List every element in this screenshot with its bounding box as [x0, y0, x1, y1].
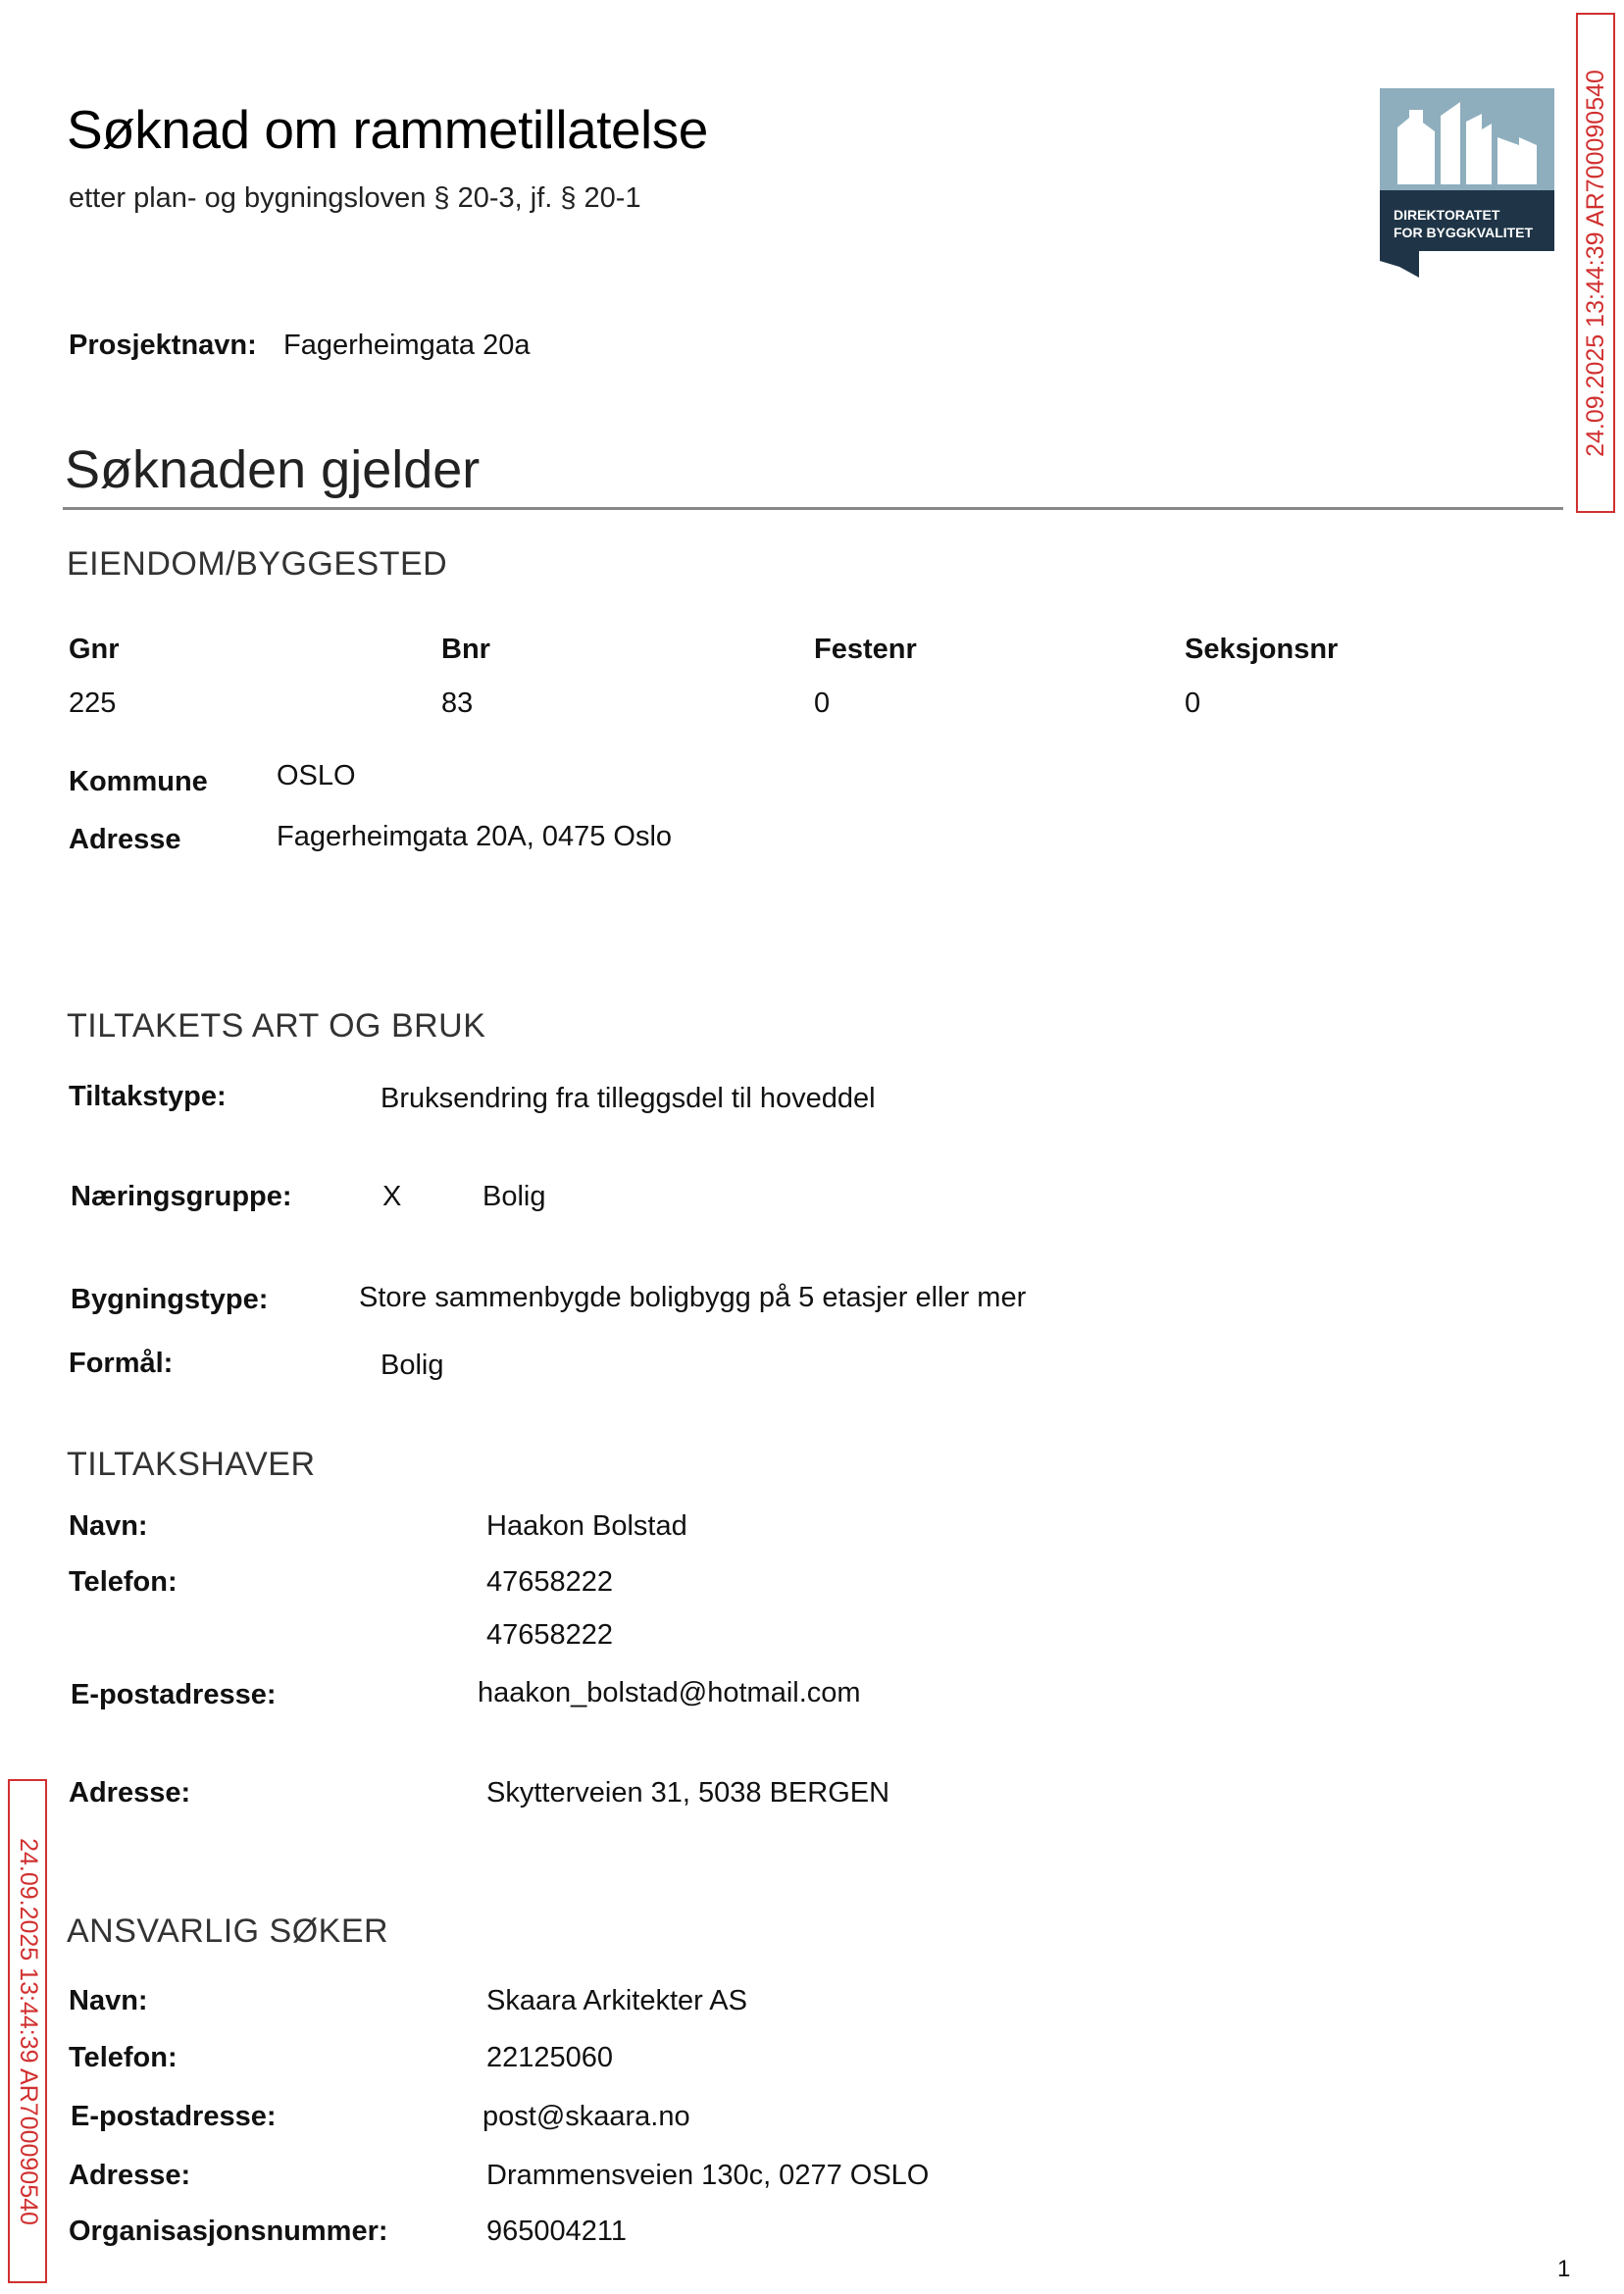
section-title: Søknaden gjelder [65, 440, 481, 499]
tiltakstype-label: Tiltakstype: [69, 1081, 227, 1112]
soker-adresse-label: Adresse: [69, 2160, 191, 2191]
tiltakshaver-epost-label: E-postadresse: [71, 1679, 277, 1710]
seksjonsnr-value: 0 [1185, 688, 1201, 719]
dibk-logo [1380, 88, 1554, 278]
document-subtitle: etter plan- og bygningsloven § 20-3, jf. § 20-1 [69, 182, 641, 214]
soker-adresse-value: Drammensveien 130c, 0277 OSLO [486, 2160, 930, 2191]
property-heading: EIENDOM/BYGGESTED [67, 545, 448, 583]
soker-telefon-value: 22125060 [486, 2042, 614, 2073]
soker-telefon-label: Telefon: [69, 2042, 178, 2073]
gnr-value: 225 [69, 688, 117, 719]
tiltakshaver-adresse-value: Skytterveien 31, 5038 BERGEN [486, 1777, 890, 1809]
project-name-value: Fagerheimgata 20a [283, 330, 531, 361]
tiltakshaver-telefon-value: 47658222 [486, 1566, 614, 1598]
bnr-label: Bnr [441, 634, 490, 665]
tiltak-heading: TILTAKETS ART OG BRUK [67, 1007, 486, 1045]
building-logo-icon [1380, 88, 1554, 278]
tiltakshaver-telefon-value-2: 47658222 [486, 1619, 614, 1651]
soker-epost-label: E-postadresse: [71, 2101, 277, 2132]
received-stamp-bottom: 24.09.2025 13:44:39 AR700090540 [8, 1779, 47, 2283]
naeringsgruppe-value: Bolig [482, 1181, 546, 1212]
tiltakshaver-epost-value: haakon_bolstad@hotmail.com [478, 1677, 861, 1708]
adresse-value: Fagerheimgata 20A, 0475 Oslo [277, 821, 673, 852]
formal-value: Bolig [381, 1350, 444, 1381]
tiltakshaver-telefon-label: Telefon: [69, 1566, 178, 1598]
bygningstype-label: Bygningstype: [71, 1284, 269, 1315]
seksjonsnr-label: Seksjonsnr [1185, 634, 1339, 665]
svg-text:DIREKTORATET: DIREKTORATET [1394, 207, 1500, 223]
kommune-value: OSLO [277, 760, 356, 791]
page-number: 1 [1557, 2256, 1571, 2282]
soker-orgnr-label: Organisasjonsnummer: [69, 2216, 388, 2247]
kommune-label: Kommune [69, 766, 208, 797]
formal-label: Formål: [69, 1348, 174, 1379]
soker-navn-label: Navn: [69, 1985, 148, 2016]
bygningstype-value: Store sammenbygde boligbygg på 5 etasjer eller mer [359, 1282, 1027, 1313]
svg-text:FOR BYGGKVALITET: FOR BYGGKVALITET [1394, 225, 1534, 240]
naeringsgruppe-code: X [382, 1181, 402, 1212]
tiltakshaver-navn-value: Haakon Bolstad [486, 1510, 687, 1542]
tiltakshaver-navn-label: Navn: [69, 1510, 148, 1542]
project-name-label: Prosjektnavn: [69, 330, 257, 361]
soker-epost-value: post@skaara.no [482, 2101, 690, 2132]
adresse-label: Adresse [69, 824, 181, 855]
gnr-label: Gnr [69, 634, 120, 665]
naeringsgruppe-label: Næringsgruppe: [71, 1181, 292, 1212]
festenr-value: 0 [814, 688, 831, 719]
ansvarlig-soker-heading: ANSVARLIG SØKER [67, 1912, 389, 1950]
section-divider [63, 507, 1563, 510]
soker-navn-value: Skaara Arkitekter AS [486, 1985, 747, 2016]
document-title: Søknad om rammetillatelse [67, 99, 708, 160]
tiltakshaver-adresse-label: Adresse: [69, 1777, 191, 1809]
bnr-value: 83 [441, 688, 474, 719]
soker-orgnr-value: 965004211 [486, 2216, 628, 2247]
received-stamp-top: 24.09.2025 13:44:39 AR700090540 [1576, 13, 1615, 513]
tiltakstype-value: Bruksendring fra tilleggsdel til hoveddel [381, 1083, 876, 1114]
festenr-label: Festenr [814, 634, 917, 665]
tiltakshaver-heading: TILTAKSHAVER [67, 1446, 316, 1483]
